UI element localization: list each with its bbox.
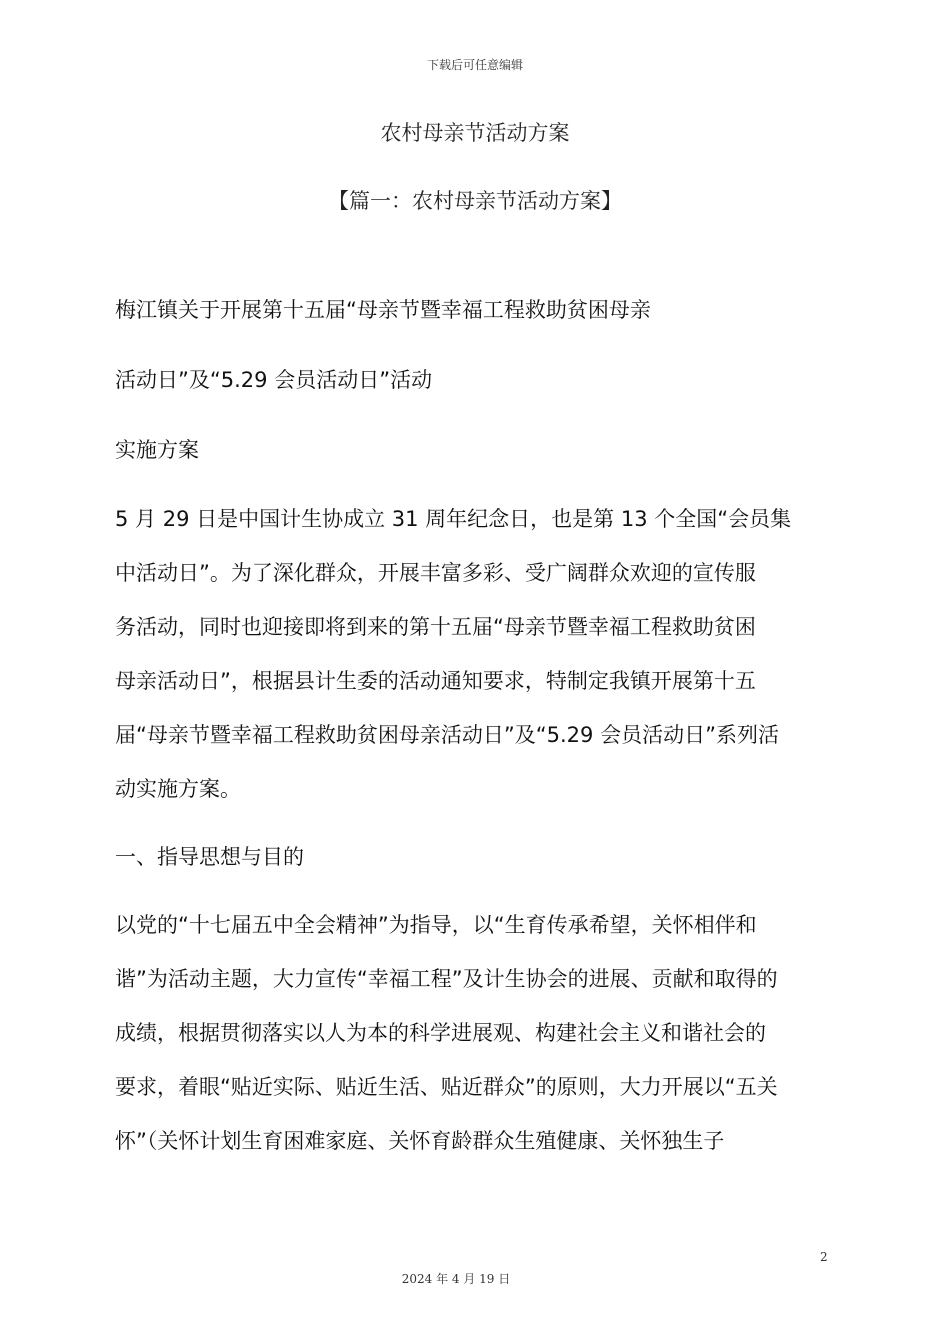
footer-date: 2024 年 4 月 19 日 <box>401 1272 511 1286</box>
paragraph-line: 谐”为活动主题，大力宣传“幸福工程”及计生协会的进展、贡献和取得的 <box>115 967 778 991</box>
heading-line: 梅江镇关于开展第十五届“母亲节暨幸福工程救助贫困母亲 <box>115 298 651 322</box>
paragraph-line: 怀”（关怀计划生育困难家庭、关怀育龄群众生殖健康、关怀独生子 <box>115 1129 725 1153</box>
section-heading-text: 一、指导思想与目的 <box>115 845 304 869</box>
paragraph-line: 动实施方案。 <box>115 777 241 801</box>
paragraph-line: 中活动日”。为了深化群众，开展丰富多彩、受广阔群众欢迎的宣传服 <box>115 561 756 585</box>
paragraph-line: 要求，着眼“贴近实际、贴近生活、贴近群众”的原则，大力开展以“五关 <box>115 1075 778 1099</box>
heading-line: 实施方案 <box>115 438 199 462</box>
paragraph-line: 届“母亲节暨幸福工程救助贫困母亲活动日”及“5.29 会员活动日”系列活 <box>115 723 779 747</box>
header-note: 下载后可任意编辑 <box>426 58 523 72</box>
paragraph-line: 成绩，根据贯彻落实以人为本的科学进展观、构建社会主义和谐社会的 <box>115 1021 766 1045</box>
section-heading <box>115 830 840 884</box>
intro-paragraph <box>115 492 840 816</box>
document-title: 农村母亲节活动方案 <box>380 121 570 145</box>
document-subtitle: 【篇一：农村母亲节活动方案】 <box>328 189 622 213</box>
heading-line: 活动日”及“5.29 会员活动日”活动 <box>115 368 433 392</box>
paragraph-line: 5 月 29 日是中国计生协成立 31 周年纪念日，也是第 13 个全国“会员集 <box>115 507 792 531</box>
page-number: 2 <box>820 1250 828 1264</box>
guiding-paragraph <box>115 898 840 1168</box>
paragraph-line: 以党的“十七届五中全会精神”为指导，以“生育传承希望，关怀相伴和 <box>115 913 757 937</box>
notice-heading <box>115 283 840 493</box>
paragraph-line: 母亲活动日”，根据县计生委的活动通知要求，特制定我镇开展第十五 <box>115 669 756 693</box>
paragraph-line: 务活动，同时也迎接即将到来的第十五届“母亲节暨幸福工程救助贫困 <box>115 615 756 639</box>
